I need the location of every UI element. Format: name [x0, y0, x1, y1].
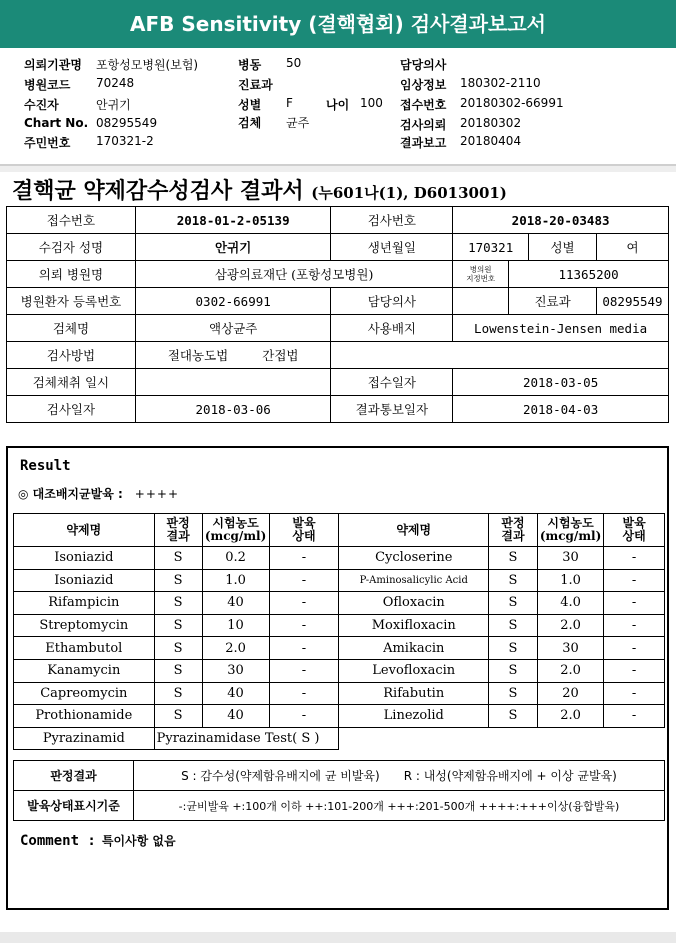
table-row — [14, 682, 665, 705]
drug-growth-cell: - — [269, 547, 339, 570]
test-date: 2018-03-06 — [135, 396, 331, 423]
drug-growth-cell: - — [269, 569, 339, 592]
pyrazinamidase-test: Pyrazinamidase Test( S ) — [154, 727, 339, 750]
meta-label: 진료과 — [238, 78, 273, 92]
receipt-no: 2018-01-2-05139 — [135, 207, 331, 234]
meta-value: 포항성모병원(보험) — [96, 58, 199, 72]
patient-info-table — [6, 206, 669, 423]
specimen-label: 검체명 — [7, 315, 136, 342]
meta-value: 180302-2110 — [460, 76, 541, 90]
meta-label: 나이 — [326, 98, 350, 112]
hosp-code-label-1: 병의원 — [469, 265, 492, 274]
drug-growth-cell: - — [604, 614, 665, 637]
drug-result-cell: S — [154, 569, 202, 592]
patient-name: 안귀기 — [135, 234, 331, 261]
meta-value: 20180302 — [460, 116, 522, 130]
drug-drug-cell: Ethambutol — [14, 637, 155, 660]
drug-growth-cell: - — [269, 614, 339, 637]
meta-label: 성별 — [238, 98, 262, 112]
meta-label: 주민번호 — [24, 136, 71, 150]
drug-drug-cell: Amikacin — [339, 637, 489, 660]
drug-conc-cell: 2.0 — [537, 659, 603, 682]
doctor — [453, 288, 509, 315]
drug-growth-cell: - — [269, 637, 339, 660]
legend-table — [13, 760, 665, 821]
table-row — [14, 659, 665, 682]
report-title-text: 결핵균 약제감수성검사 결과서 — [12, 178, 304, 204]
hosp-code-label — [453, 261, 509, 288]
table-row — [14, 592, 665, 615]
meta-value: 08295549 — [96, 116, 158, 130]
hospital: 삼광의료재단 (포항성모병원) — [135, 261, 452, 288]
drug-result-cell: S — [489, 569, 538, 592]
drug-growth-cell: - — [604, 637, 665, 660]
meta-value: 20180302-66991 — [460, 96, 564, 110]
drug-growth-cell: - — [604, 659, 665, 682]
col-conc: 시험농도 (mcg/ml) — [537, 514, 603, 547]
drug-growth-cell: - — [269, 705, 339, 728]
drug-result-cell: S — [489, 592, 538, 615]
drug-result-cell: S — [489, 614, 538, 637]
drug-conc-cell: 20 — [537, 682, 603, 705]
drug-drug-cell: Linezolid — [339, 705, 489, 728]
request-metadata — [0, 48, 676, 164]
drug-result-cell: S — [489, 547, 538, 570]
drug-drug-cell: Kanamycin — [14, 659, 155, 682]
meta-label: 병동 — [238, 58, 262, 72]
meta-label: 병원코드 — [24, 78, 71, 92]
patient-label: 수검자 성명 — [7, 234, 136, 261]
table-row — [14, 547, 665, 570]
pyrazinamide-drug: Pyrazinamid — [14, 727, 155, 750]
medium-label: 사용배지 — [331, 315, 453, 342]
test-no-label: 검사번호 — [331, 207, 453, 234]
comment-label: Comment : — [20, 833, 96, 849]
meta-value: 균주 — [286, 116, 310, 130]
table-row — [14, 727, 665, 750]
meta-label: 검체 — [238, 116, 262, 130]
method-2: 간접법 — [262, 348, 299, 363]
drug-conc-cell: 0.2 — [202, 547, 269, 570]
drug-sensitivity-table — [13, 513, 665, 750]
method-1: 절대농도법 — [167, 348, 229, 363]
drug-growth-cell: - — [604, 569, 665, 592]
reg-no: 0302-66991 — [135, 288, 331, 315]
receipt-no-label: 접수번호 — [7, 207, 136, 234]
drug-conc-cell: 30 — [202, 659, 269, 682]
drug-drug-cell: Isoniazid — [14, 547, 155, 570]
drug-drug-cell: Rifampicin — [14, 592, 155, 615]
medium: Lowenstein-Jensen media — [453, 315, 669, 342]
empty-cell — [331, 342, 669, 369]
table-row — [14, 569, 665, 592]
report-date: 2018-04-03 — [453, 396, 669, 423]
report-banner — [0, 0, 676, 48]
sex-label: 성별 — [529, 234, 597, 261]
meta-label: Chart No. — [24, 116, 89, 130]
drug-result-cell: S — [154, 547, 202, 570]
report-code: (누601나(1), D6013001) — [311, 184, 507, 202]
method — [135, 342, 331, 369]
meta-label: 결과보고 — [400, 136, 447, 150]
drug-result-cell: S — [489, 659, 538, 682]
drug-conc-cell: 30 — [537, 547, 603, 570]
table-row — [7, 234, 669, 261]
hospital-label: 의뢰 병원명 — [7, 261, 136, 288]
result-label: Result — [20, 458, 71, 474]
growth-legend-label: 발육상태표시기준 — [14, 791, 134, 821]
empty-cell — [339, 727, 665, 750]
meta-label: 임상정보 — [400, 78, 447, 92]
meta-label: 접수번호 — [400, 98, 447, 112]
table-row — [7, 342, 669, 369]
drug-result-cell: S — [154, 659, 202, 682]
drug-drug-cell: Moxifloxacin — [339, 614, 489, 637]
meta-value: 50 — [286, 56, 302, 70]
dob: 170321 — [453, 234, 529, 261]
col-growth: 발육 상태 — [269, 514, 339, 547]
meta-value: 70248 — [96, 76, 135, 90]
table-row — [14, 761, 665, 791]
table-row — [7, 261, 669, 288]
hosp-code: 11365200 — [509, 261, 669, 288]
footer-strip — [0, 932, 676, 943]
hosp-code-label-2: 지정번호 — [466, 274, 496, 283]
drug-growth-cell: - — [604, 705, 665, 728]
report-title — [12, 174, 507, 205]
dept-label: 진료과 — [509, 288, 597, 315]
table-row — [14, 705, 665, 728]
table-row — [7, 288, 669, 315]
drug-result-cell: S — [154, 705, 202, 728]
drug-growth-cell: - — [604, 547, 665, 570]
drug-drug-cell: Levofloxacin — [339, 659, 489, 682]
collect — [135, 369, 331, 396]
drug-growth-cell: - — [604, 592, 665, 615]
table-row — [14, 791, 665, 821]
divider — [0, 166, 676, 172]
control-growth — [18, 485, 179, 502]
drug-drug-cell: Ofloxacin — [339, 592, 489, 615]
test-date-label: 검사일자 — [7, 396, 136, 423]
method-label: 검사방법 — [7, 342, 136, 369]
table-row — [14, 614, 665, 637]
growth-legend: -:균비발육 +:100개 이하 ++:101-200개 +++:201-500개 ++++:+++이상(융합발육) — [134, 791, 665, 821]
drug-conc-cell: 40 — [202, 705, 269, 728]
meta-label: 검사의뢰 — [400, 118, 447, 132]
meta-value: F — [286, 96, 293, 110]
meta-label: 의뢰기관명 — [24, 58, 82, 72]
drug-conc-cell: 1.0 — [537, 569, 603, 592]
judge-legend — [134, 761, 665, 791]
drug-conc-cell: 2.0 — [537, 614, 603, 637]
drug-conc-cell: 10 — [202, 614, 269, 637]
drug-result-cell: S — [154, 637, 202, 660]
meta-value: 100 — [360, 96, 383, 110]
table-row — [7, 315, 669, 342]
col-growth: 발육 상태 — [604, 514, 665, 547]
doctor-label: 담당의사 — [331, 288, 453, 315]
meta-value: 170321-2 — [96, 134, 154, 148]
test-no: 2018-20-03483 — [453, 207, 669, 234]
meta-label: 담당의사 — [400, 58, 447, 72]
drug-growth-cell: - — [269, 592, 339, 615]
control-value: ++++ — [134, 487, 179, 501]
specimen: 액상균주 — [135, 315, 331, 342]
drug-drug-cell: Cycloserine — [339, 547, 489, 570]
received: 2018-03-05 — [453, 369, 669, 396]
drug-conc-cell: 40 — [202, 682, 269, 705]
report-date-label: 결과통보일자 — [331, 396, 453, 423]
meta-label: 수진자 — [24, 98, 59, 112]
comment — [20, 832, 176, 849]
received-label: 접수일자 — [331, 369, 453, 396]
reg-no-label: 병원환자 등록번호 — [7, 288, 136, 315]
banner-title: AFB Sensitivity (결핵협회) 검사결과보고서 — [130, 12, 546, 36]
col-drug: 약제명 — [339, 514, 489, 547]
table-header-row — [14, 514, 665, 547]
meta-value: 20180404 — [460, 134, 522, 148]
judge-legend-label: 판정결과 — [14, 761, 134, 791]
control-label: ◎ 대조배지균발육 : — [18, 487, 123, 501]
drug-drug-cell: Capreomycin — [14, 682, 155, 705]
col-judge: 판정 결과 — [489, 514, 538, 547]
drug-result-cell: S — [154, 682, 202, 705]
drug-drug-cell: Prothionamide — [14, 705, 155, 728]
col-conc: 시험농도 (mcg/ml) — [202, 514, 269, 547]
collect-label: 검체채취 일시 — [7, 369, 136, 396]
drug-conc-cell: 2.0 — [202, 637, 269, 660]
dob-label: 생년월일 — [331, 234, 453, 261]
drug-conc-cell: 40 — [202, 592, 269, 615]
drug-conc-cell: 2.0 — [537, 705, 603, 728]
drug-drug-cell: Isoniazid — [14, 569, 155, 592]
col-judge: 판정 결과 — [154, 514, 202, 547]
table-row — [7, 207, 669, 234]
drug-growth-cell: - — [269, 682, 339, 705]
judge-r: R : 내성(약제함유배지에 + 이상 균발육) — [403, 769, 617, 783]
table-row — [14, 637, 665, 660]
drug-conc-cell: 4.0 — [537, 592, 603, 615]
drug-result-cell: S — [489, 682, 538, 705]
dept: 08295549 — [596, 288, 668, 315]
drug-conc-cell: 1.0 — [202, 569, 269, 592]
sex: 여 — [596, 234, 668, 261]
drug-result-cell: S — [489, 637, 538, 660]
drug-growth-cell: - — [604, 682, 665, 705]
drug-growth-cell: - — [269, 659, 339, 682]
comment-text: 특이사항 없음 — [101, 834, 176, 848]
drug-result-cell: S — [154, 592, 202, 615]
drug-result-cell: S — [154, 614, 202, 637]
drug-drug-cell: P-Aminosalicylic Acid — [339, 569, 489, 592]
drug-conc-cell: 30 — [537, 637, 603, 660]
drug-drug-cell: Streptomycin — [14, 614, 155, 637]
drug-drug-cell: Rifabutin — [339, 682, 489, 705]
table-row — [7, 396, 669, 423]
drug-result-cell: S — [489, 705, 538, 728]
table-row — [7, 369, 669, 396]
judge-s: S : 감수성(약제함유배지에 균 비발육) — [181, 769, 380, 783]
meta-value: 안귀기 — [96, 98, 131, 112]
col-drug: 약제명 — [14, 514, 155, 547]
